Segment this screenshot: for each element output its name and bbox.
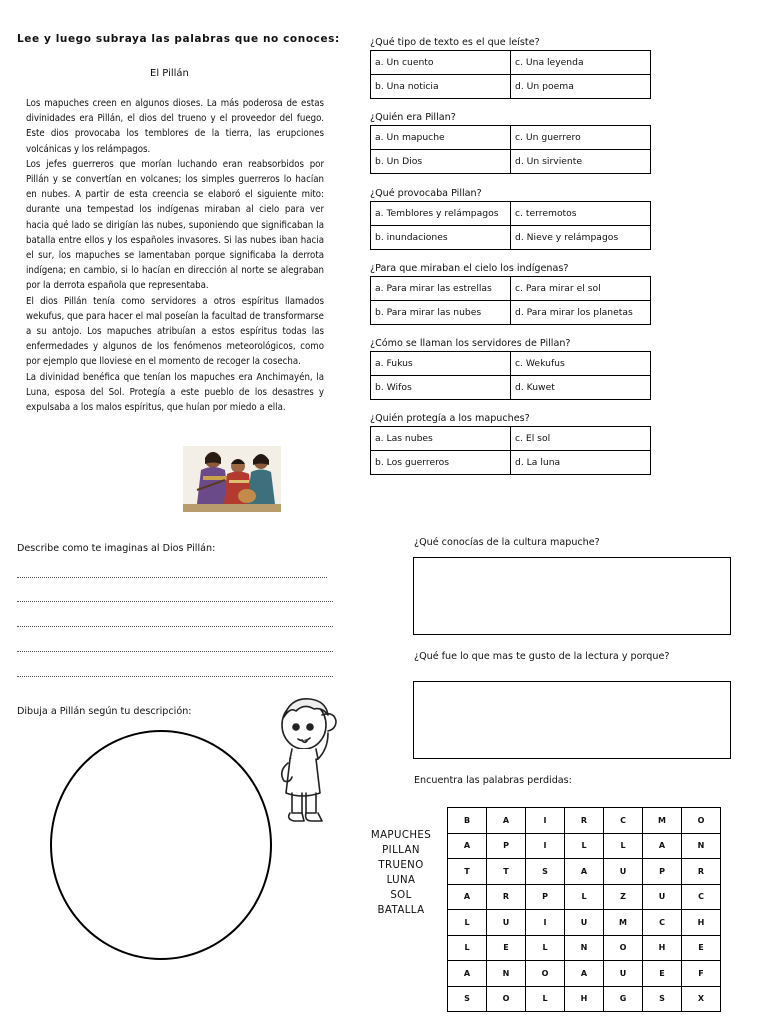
story-paragraph: El dios Pillán tenía como servidores a otros espíritus llamados wekufus, que para hacer el mal poseían la facultad de transformarse a su antojo. Los mapuches atribuían a estos espíritus todas las enfermedades y algunos de los fenómenos meteorológicos, como por ejemplo que lloviese en el momento de recoger la cosecha. bbox=[26, 295, 324, 368]
option-c[interactable]: c. Para mirar el sol bbox=[511, 277, 651, 301]
grid-cell[interactable]: O bbox=[682, 808, 721, 834]
grid-row bbox=[448, 884, 721, 910]
option-b[interactable]: b. Los guerreros bbox=[371, 451, 511, 475]
question-options bbox=[370, 276, 651, 325]
grid-cell[interactable]: L bbox=[448, 910, 487, 936]
grid-cell[interactable]: A bbox=[448, 961, 487, 987]
option-a[interactable]: a. Fukus bbox=[371, 352, 511, 376]
option-b[interactable]: b. Wifos bbox=[371, 376, 511, 400]
option-d[interactable]: d. La luna bbox=[511, 451, 651, 475]
grid-cell[interactable]: A bbox=[448, 833, 487, 859]
grid-row bbox=[448, 808, 721, 834]
grid-cell[interactable]: P bbox=[643, 859, 682, 885]
option-a[interactable]: a. Un mapuche bbox=[371, 126, 511, 150]
word-list-item: SOL bbox=[390, 890, 412, 901]
grid-cell[interactable]: L bbox=[448, 935, 487, 961]
word-list-item: TRUENO bbox=[378, 860, 424, 871]
option-b[interactable]: b. inundaciones bbox=[371, 226, 511, 250]
grid-cell[interactable]: M bbox=[604, 910, 643, 936]
story-paragraph: Los mapuches creen en algunos dioses. La más poderosa de estas divinidades era Pillán, el dios del trueno y el proveedor del fuego. Este dios provocaba los temblores de la tierra, las erupciones volcánicas y los relámpagos. bbox=[26, 98, 324, 155]
grid-cell[interactable]: U bbox=[604, 859, 643, 885]
grid-cell[interactable]: Z bbox=[604, 884, 643, 910]
grid-cell[interactable]: C bbox=[643, 910, 682, 936]
answer-line[interactable] bbox=[17, 577, 327, 578]
grid-row bbox=[448, 910, 721, 936]
option-d[interactable]: d. Nieve y relámpagos bbox=[511, 226, 651, 250]
grid-cell[interactable]: U bbox=[604, 961, 643, 987]
option-a[interactable]: a. Un cuento bbox=[371, 51, 511, 75]
option-b[interactable]: b. Un Dios bbox=[371, 150, 511, 174]
grid-row bbox=[448, 833, 721, 859]
option-d[interactable]: d. Un sirviente bbox=[511, 150, 651, 174]
grid-row bbox=[448, 935, 721, 961]
question-text: ¿Para que miraban el cielo los indígenas? bbox=[370, 263, 569, 274]
grid-cell[interactable]: L bbox=[526, 935, 565, 961]
option-a[interactable]: a. Las nubes bbox=[371, 427, 511, 451]
word-list-item: BATALLA bbox=[377, 905, 425, 916]
question-options bbox=[370, 125, 651, 174]
option-d[interactable]: d. Kuwet bbox=[511, 376, 651, 400]
grid-cell[interactable]: A bbox=[487, 808, 526, 834]
liked-answer-box[interactable] bbox=[413, 681, 731, 759]
option-c[interactable]: c. El sol bbox=[511, 427, 651, 451]
option-b[interactable]: b. Una noticia bbox=[371, 75, 511, 99]
word-search-grid bbox=[447, 807, 721, 1012]
question-options bbox=[370, 201, 651, 250]
answer-line[interactable] bbox=[17, 651, 333, 652]
grid-cell[interactable]: R bbox=[487, 884, 526, 910]
option-a[interactable]: a. Para mirar las estrellas bbox=[371, 277, 511, 301]
grid-cell[interactable]: L bbox=[604, 833, 643, 859]
knew-prompt: ¿Qué conocías de la cultura mapuche? bbox=[414, 537, 600, 548]
grid-cell[interactable]: S bbox=[526, 859, 565, 885]
grid-cell[interactable]: A bbox=[643, 833, 682, 859]
question-options bbox=[370, 351, 651, 400]
option-c[interactable]: c. terremotos bbox=[511, 202, 651, 226]
word-list-item: LUNA bbox=[386, 875, 416, 886]
grid-cell[interactable]: I bbox=[526, 910, 565, 936]
option-c[interactable]: c. Wekufus bbox=[511, 352, 651, 376]
grid-cell[interactable]: X bbox=[682, 986, 721, 1012]
grid-row bbox=[448, 859, 721, 885]
drawing-area[interactable] bbox=[50, 730, 272, 960]
wordsearch-prompt: Encuentra las palabras perdidas: bbox=[414, 775, 572, 786]
grid-cell[interactable]: A bbox=[448, 884, 487, 910]
grid-cell[interactable]: U bbox=[643, 884, 682, 910]
grid-cell[interactable]: O bbox=[487, 986, 526, 1012]
grid-cell[interactable]: O bbox=[604, 935, 643, 961]
thinking-boy-illustration bbox=[272, 693, 342, 833]
story-text bbox=[26, 96, 324, 415]
grid-cell[interactable]: R bbox=[565, 808, 604, 834]
grid-cell[interactable]: G bbox=[604, 986, 643, 1012]
grid-row bbox=[448, 986, 721, 1012]
grid-cell[interactable]: S bbox=[643, 986, 682, 1012]
describe-prompt: Describe como te imaginas al Dios Pillán: bbox=[17, 543, 216, 554]
grid-cell[interactable]: C bbox=[604, 808, 643, 834]
story-paragraph: Los jefes guerreros que morían luchando eran reabsorbidos por Pillán y se convertían en volcanes; los simples guerreros lo hacían en nubes. A partir de esta creencia se elaboró el siguiente mito: durante una tempestad los indígenas miraban al cielo para ver hacia qué lado se dirigían las nubes, suponiendo que significaban la batalla entre ellos y los españoles invasores. Si las nubes iban hacia el sur, los mapuches se lamentaban porque significaba la derrota indígena; en cambio, si lo hacían en dirección al norte se alegraban por la derrota española que representaba. bbox=[26, 158, 324, 292]
grid-cell[interactable]: N bbox=[565, 935, 604, 961]
question-options bbox=[370, 50, 651, 99]
grid-cell[interactable]: U bbox=[487, 910, 526, 936]
grid-cell[interactable]: C bbox=[682, 884, 721, 910]
knew-answer-box[interactable] bbox=[413, 557, 731, 635]
grid-cell[interactable]: E bbox=[487, 935, 526, 961]
instructions: Lee y luego subraya las palabras que no conoces: bbox=[17, 33, 340, 45]
grid-cell[interactable]: I bbox=[526, 833, 565, 859]
grid-cell[interactable]: H bbox=[565, 986, 604, 1012]
question-block bbox=[370, 35, 651, 99]
grid-cell[interactable]: S bbox=[448, 986, 487, 1012]
mapuche-people-illustration bbox=[183, 446, 281, 512]
grid-row bbox=[448, 961, 721, 987]
grid-cell[interactable]: L bbox=[526, 986, 565, 1012]
grid-cell[interactable]: L bbox=[565, 833, 604, 859]
question-block bbox=[370, 336, 651, 400]
grid-cell[interactable]: L bbox=[565, 884, 604, 910]
answer-line[interactable] bbox=[17, 676, 333, 677]
question-text: ¿Qué provocaba Pillan? bbox=[370, 188, 482, 199]
option-b[interactable]: b. Para mirar las nubes bbox=[371, 301, 511, 325]
liked-prompt: ¿Qué fue lo que mas te gusto de la lectura y porque? bbox=[414, 651, 670, 662]
grid-cell[interactable]: T bbox=[448, 859, 487, 885]
grid-cell[interactable]: T bbox=[487, 859, 526, 885]
question-text: ¿Qué tipo de texto es el que leíste? bbox=[370, 37, 540, 48]
grid-cell[interactable]: F bbox=[682, 961, 721, 987]
grid-cell[interactable]: P bbox=[526, 884, 565, 910]
grid-cell[interactable]: H bbox=[643, 935, 682, 961]
grid-cell[interactable]: M bbox=[643, 808, 682, 834]
question-block bbox=[370, 110, 651, 174]
grid-cell[interactable]: B bbox=[448, 808, 487, 834]
question-options bbox=[370, 426, 651, 475]
option-c[interactable]: c. Una leyenda bbox=[511, 51, 651, 75]
story-paragraph: La divinidad benéfica que tenían los mapuches era Anchimayén, la Luna, esposa del Sol. Protegía a este pueblo de los desastres y expulsaba a los malos espíritus, que huían por miedo a ella. bbox=[26, 371, 324, 414]
question-block bbox=[370, 186, 651, 250]
grid-cell[interactable]: E bbox=[682, 935, 721, 961]
grid-cell[interactable]: I bbox=[526, 808, 565, 834]
word-list-item: MAPUCHES bbox=[370, 830, 432, 841]
word-list bbox=[363, 828, 439, 918]
grid-cell[interactable]: U bbox=[565, 910, 604, 936]
grid-cell[interactable]: N bbox=[487, 961, 526, 987]
question-block bbox=[370, 261, 651, 325]
answer-line[interactable] bbox=[17, 601, 333, 602]
question-text: ¿Cómo se llaman los servidores de Pillan? bbox=[370, 338, 571, 349]
option-d[interactable]: d. Un poema bbox=[511, 75, 651, 99]
word-list-item: PILLAN bbox=[382, 845, 420, 856]
story-title: El Pillán bbox=[150, 68, 189, 79]
draw-prompt: Dibuja a Pillán según tu descripción: bbox=[17, 706, 192, 717]
grid-cell[interactable]: H bbox=[682, 910, 721, 936]
grid-cell[interactable]: A bbox=[565, 961, 604, 987]
grid-cell[interactable]: O bbox=[526, 961, 565, 987]
grid-cell[interactable]: E bbox=[643, 961, 682, 987]
option-a[interactable]: a. Temblores y relámpagos bbox=[371, 202, 511, 226]
question-block bbox=[370, 411, 651, 475]
answer-line[interactable] bbox=[17, 626, 333, 627]
grid-cell[interactable]: A bbox=[565, 859, 604, 885]
option-d[interactable]: d. Para mirar los planetas bbox=[511, 301, 651, 325]
question-text: ¿Quién protegía a los mapuches? bbox=[370, 413, 530, 424]
grid-cell[interactable]: P bbox=[487, 833, 526, 859]
question-text: ¿Quién era Pillan? bbox=[370, 112, 456, 123]
grid-cell[interactable]: N bbox=[682, 833, 721, 859]
option-c[interactable]: c. Un guerrero bbox=[511, 126, 651, 150]
grid-cell[interactable]: R bbox=[682, 859, 721, 885]
